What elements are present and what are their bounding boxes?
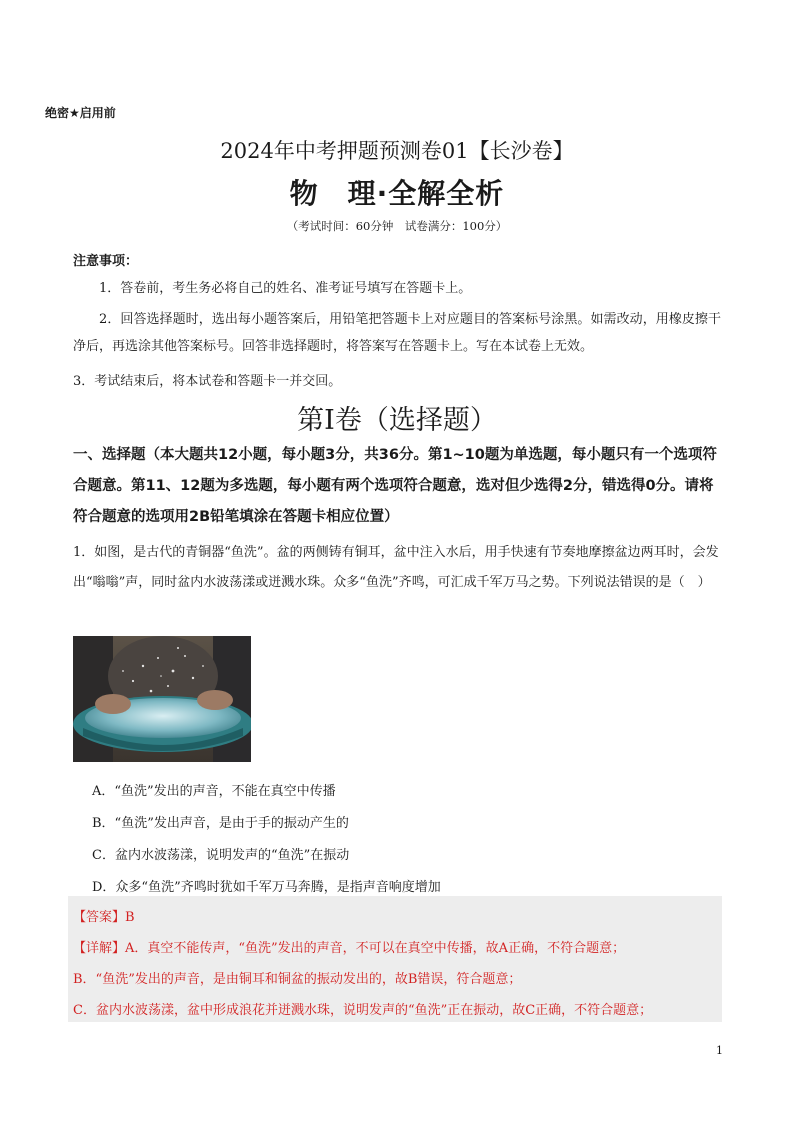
option-b: B．“鱼洗”发出声音，是由于手的振动产生的	[92, 816, 349, 831]
confidential-label: 绝密★启用前	[45, 106, 116, 120]
option-a: A．“鱼洗”发出的声音，不能在真空中传播	[92, 784, 336, 799]
option-d: D．众多“鱼洗”齐鸣时犹如千军万马奔腾，是指声音响度增加	[92, 880, 441, 895]
answer-label: 【答案】B	[73, 910, 135, 925]
part-heading: 一、选择题（本大题共12小题，每小题3分，共36分。第1~10题为单选题，每小题只有一个选项符合题意。第11、12题为多选题，每小题有两个选项符合题意，选对但少选得2分，错选得0分。请将符合题意的选项用2B铅笔填涂在答题卡相应位置）	[73, 447, 717, 525]
exam-info: （考试时间：60分钟 试卷满分：100分）	[286, 219, 508, 233]
question-1-stem: 1．如图，是古代的青铜器“鱼洗”。盆的两侧铸有铜耳，盆中注入水后，用手快速有节奏地摩擦盆边两耳时，会发出“嗡嗡”声，同时盆内水波荡漾或迸溅水珠。众多“鱼洗”齐鸣，可汇成千军万马之势。下列说法错误的是（ ）	[73, 545, 719, 590]
exam-title: 2024年中考押题预测卷01【长沙卷】	[220, 139, 574, 163]
note-item-2: 2．回答选择题时，选出每小题答案后，用铅笔把答题卡上对应题目的答案标号涂黑。如需改动，用橡皮擦干净后，再选涂其他答案标号。回答非选择题时，将答案写在答题卡上。写在本试卷上无效。	[73, 312, 721, 354]
fish-basin-photo	[73, 636, 251, 762]
detail-line-c: C．盆内水波荡漾，盆中形成浪花并迸溅水珠，说明发声的“鱼洗”正在振动，故C正确，不符合题意；	[73, 1003, 653, 1018]
exam-subtitle: 物 理·全解全析	[289, 177, 505, 210]
note-item-3: 3．考试结束后，将本试卷和答题卡一并交回。	[73, 374, 342, 389]
notes-heading: 注意事项：	[73, 254, 139, 269]
note-item-1: 1．答卷前，考生务必将自己的姓名、准考证号填写在答题卡上。	[99, 281, 472, 296]
page-number: 1	[716, 1044, 723, 1057]
section-title: 第Ⅰ卷（选择题）	[297, 405, 497, 436]
detail-line-b: B．“鱼洗”发出的声音，是由铜耳和铜盆的振动发出的，故B错误，符合题意；	[73, 972, 522, 987]
detail-line-a: 【详解】A．真空不能传声，“鱼洗”发出的声音，不可以在真空中传播，故A正确，不符合题意；	[73, 941, 626, 956]
option-c: C．盆内水波荡漾，说明发声的“鱼洗”在振动	[92, 848, 350, 863]
